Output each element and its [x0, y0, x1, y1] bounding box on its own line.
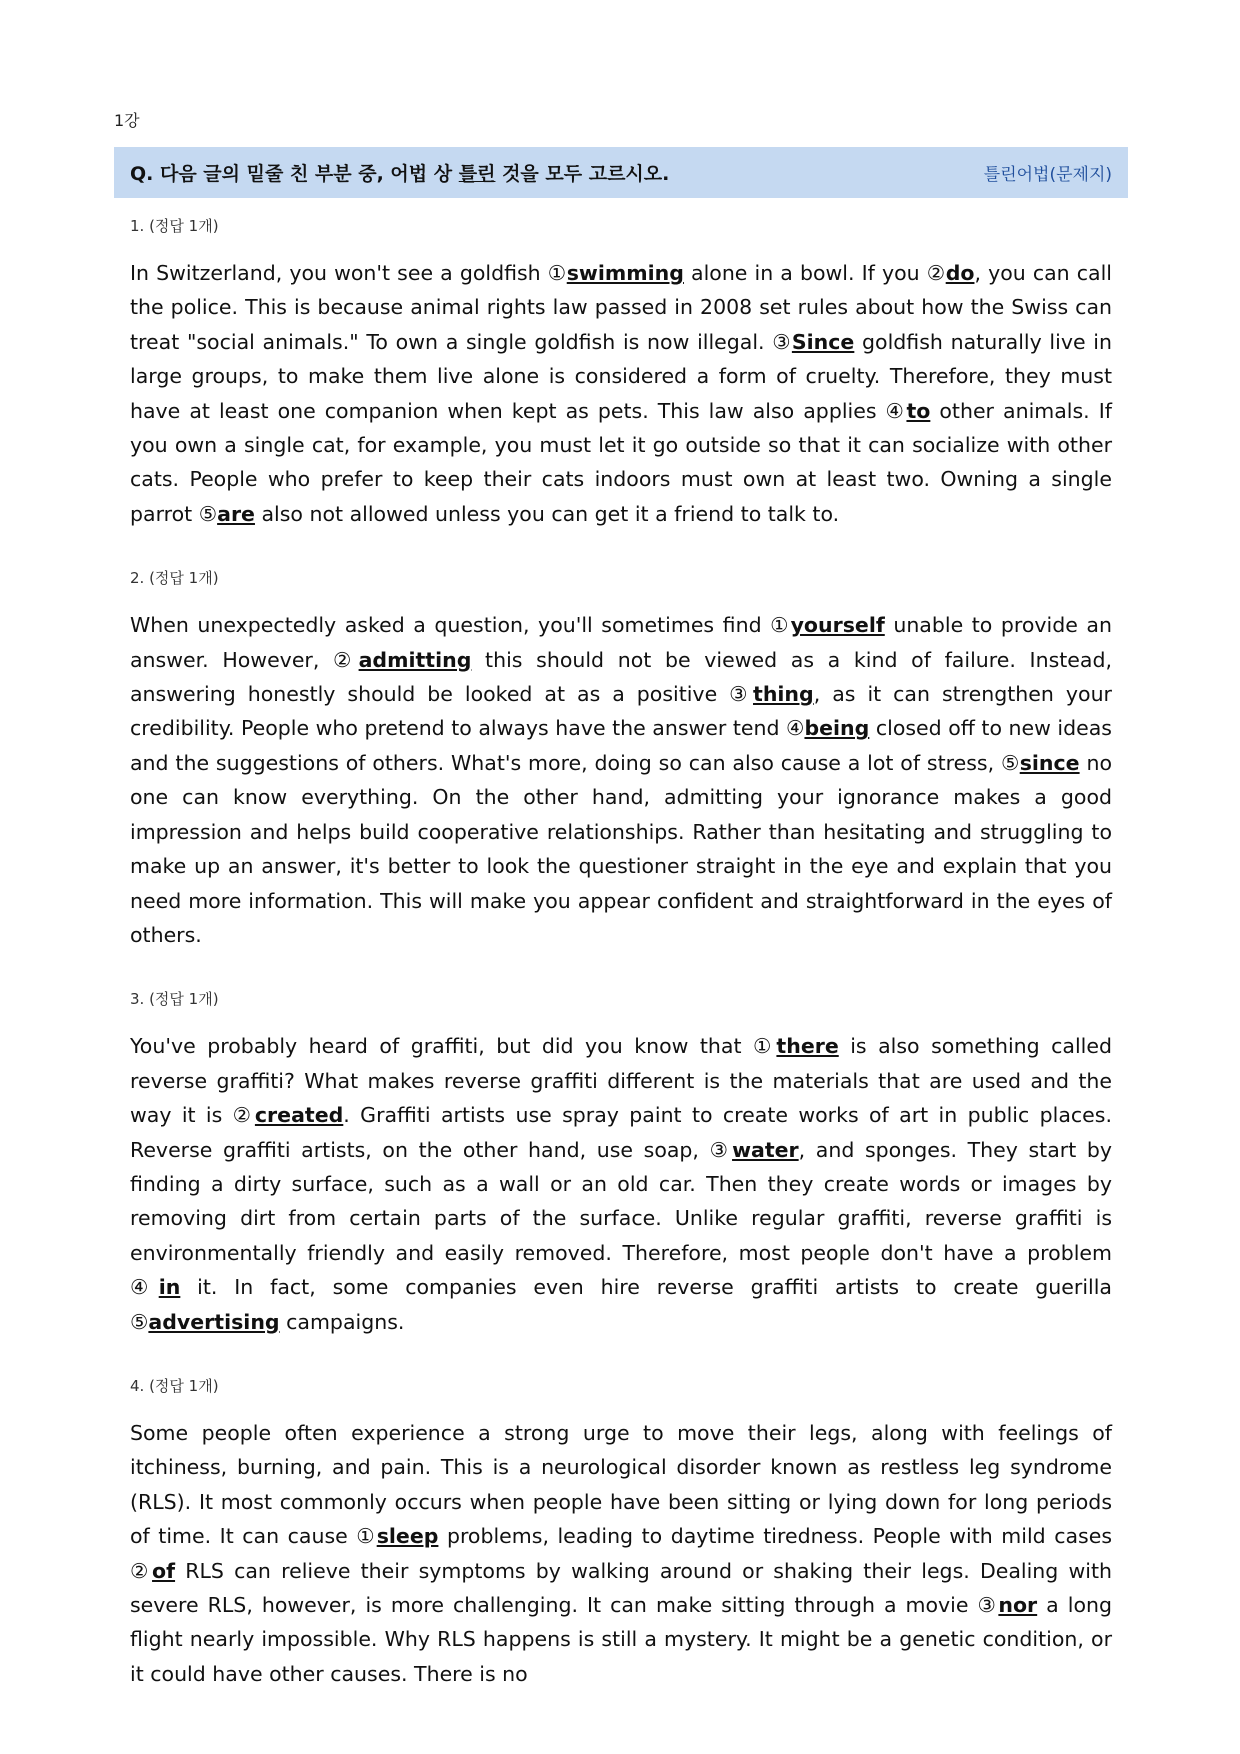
question-header	[114, 147, 1128, 198]
passage-segment: You've probably heard of graffiti, but did you know that	[130, 1034, 754, 1059]
passage-segment: it. In fact, some companies even hire reverse graffiti artists to create guerilla	[180, 1275, 1112, 1300]
option-number: ③	[977, 1593, 999, 1617]
underlined-option: being	[804, 716, 870, 741]
option-number: ⑤	[198, 501, 218, 526]
passage-segment: closed off to new ideas and the suggestions of others. What's more, doing so can also cause a lot of stress,	[130, 716, 1112, 775]
underlined-option: swimming	[566, 261, 684, 285]
passage-segment: . Graffiti artists use spray paint to create works of art in public places. Reverse graffiti artists, on the other hand, use soap,	[130, 1103, 1112, 1162]
underlined-option: to	[906, 398, 931, 423]
question-type-tag: 틀린어법(문제지)	[983, 165, 1112, 185]
underlined-option: nor	[998, 1593, 1038, 1617]
underlined-option: thing	[753, 682, 814, 707]
passage-segment: other animals. If you own a single cat, for example, you must let it go outside so that it can socialize with other cats. People who prefer to keep their cats indoors must own at least two. Owning a single parrot	[130, 398, 1112, 526]
passage-segment: , and sponges. They start by finding a dirty surface, such as a wall or an old car. Then they create words or images by removing dirt from certain parts of the surface. Unlike regular graffiti, reverse graffiti is environmentally friendly and easily removed. Therefore, most people don't have a problem	[130, 1137, 1112, 1265]
option-number: ④	[130, 1275, 159, 1300]
passage-segment: no one can know everything. On the other hand, admitting your ignorance makes a good impression and helps build cooperative relationships. Rather than hesitating and struggling to make up an answer, it's better to look the questioner straight in the eye and explain that you need more information. This will make you appear confident and straightforward in the eyes of others.	[130, 750, 1112, 947]
option-number: ③	[709, 1137, 733, 1162]
passage-text	[130, 1416, 1112, 1691]
option-number: ③	[772, 329, 792, 354]
passage-segment: goldfish naturally live in large groups, to make them live alone is considered a form of cruelty. Therefore, they must have at least one companion when kept as pets. This law also applies	[130, 329, 1112, 423]
option-number: ②	[232, 1103, 255, 1128]
passage-segment: campaigns.	[279, 1309, 405, 1334]
question-list	[130, 206, 1112, 1722]
passage-text	[130, 608, 1112, 952]
passage-segment: RLS can relieve their symptoms by walking around or shaking their legs. Dealing with severe RLS, however, is more challenging. It can make sitting through a movie	[130, 1558, 1112, 1617]
underlined-option: admitting	[358, 647, 472, 672]
passage-segment: this should not be viewed as a kind of failure. Instead, answering honestly should be looked at as a positive	[130, 647, 1112, 707]
passage-segment: also not allowed unless you can get it a friend to talk to.	[254, 501, 840, 526]
option-number: ④	[885, 398, 907, 423]
passage-segment: When unexpectedly asked a question, you'll sometimes find	[130, 613, 771, 638]
option-number: ①	[356, 1524, 377, 1549]
option-number: ②	[130, 1558, 153, 1583]
underlined-option: Since	[791, 329, 855, 354]
question-number: 3. (정답 1개)	[130, 990, 219, 1009]
underlined-option: there	[776, 1034, 839, 1059]
question-text	[130, 159, 669, 186]
passage-segment: In Switzerland, you won't see a goldfish	[130, 261, 548, 285]
passage-segment: , you can call the police. This is because animal rights law passed in 2008 set rules about how the Swiss can treat "social animals." To own a single goldfish is now illegal.	[130, 261, 1112, 354]
option-number: ④	[786, 716, 805, 741]
underlined-option: sleep	[376, 1524, 439, 1549]
question-number: 2. (정답 1개)	[130, 569, 219, 588]
option-number: ①	[547, 261, 567, 285]
underlined-option: water	[732, 1137, 799, 1162]
underlined-option: of	[152, 1558, 176, 1583]
option-number: ②	[333, 647, 359, 672]
underlined-option: do	[945, 261, 975, 285]
passage-segment: unable to provide an answer. However,	[130, 613, 1112, 672]
underlined-option: created	[254, 1103, 344, 1128]
question-suffix: 것을 모두 고르시오.	[495, 163, 670, 185]
passage-text	[130, 256, 1112, 531]
passage-text	[130, 1029, 1112, 1339]
question-underlined: 틀린	[458, 163, 496, 185]
lesson-label: 1강	[114, 111, 140, 130]
option-number: ①	[770, 613, 791, 638]
question-number: 4. (정답 1개)	[130, 1376, 219, 1395]
option-number: ②	[926, 261, 946, 285]
passage-segment: Some people often experience a strong urge to move their legs, along with feelings of itchiness, burning, and pain. This is a neurological disorder known as restless leg syndrome (RLS). It most commonly occurs when people have been sitting or lying down for long periods of time. It can cause	[130, 1420, 1112, 1549]
question-prefix: Q. 다음 글의 밑줄 친 부분 중, 어법 상	[130, 163, 459, 185]
option-number: ①	[753, 1034, 777, 1059]
passage-segment: a long flight nearly impossible. Why RLS happens is still a mystery. It might be a genetic condition, or it could have other causes. There is no	[130, 1593, 1112, 1686]
passage-segment: is also something called reverse graffiti? What makes reverse graffiti different is the materials that are used and the way it is	[130, 1034, 1112, 1128]
underlined-option: advertising	[148, 1309, 280, 1334]
option-number: ③	[729, 682, 754, 707]
option-number: ⑤	[130, 1309, 149, 1334]
passage-segment: problems, leading to daytime tiredness. People with mild cases	[438, 1524, 1112, 1549]
question-number: 1. (정답 1개)	[130, 217, 219, 235]
underlined-option: in	[158, 1275, 181, 1300]
passage-segment: alone in a bowl. If you	[683, 261, 927, 285]
underlined-option: are	[217, 501, 255, 526]
underlined-option: yourself	[790, 613, 885, 638]
option-number: ⑤	[1000, 750, 1020, 775]
underlined-option: since	[1019, 750, 1080, 775]
passage-segment: , as it can strengthen your credibility. People who pretend to always have the answer tend	[130, 682, 1112, 741]
